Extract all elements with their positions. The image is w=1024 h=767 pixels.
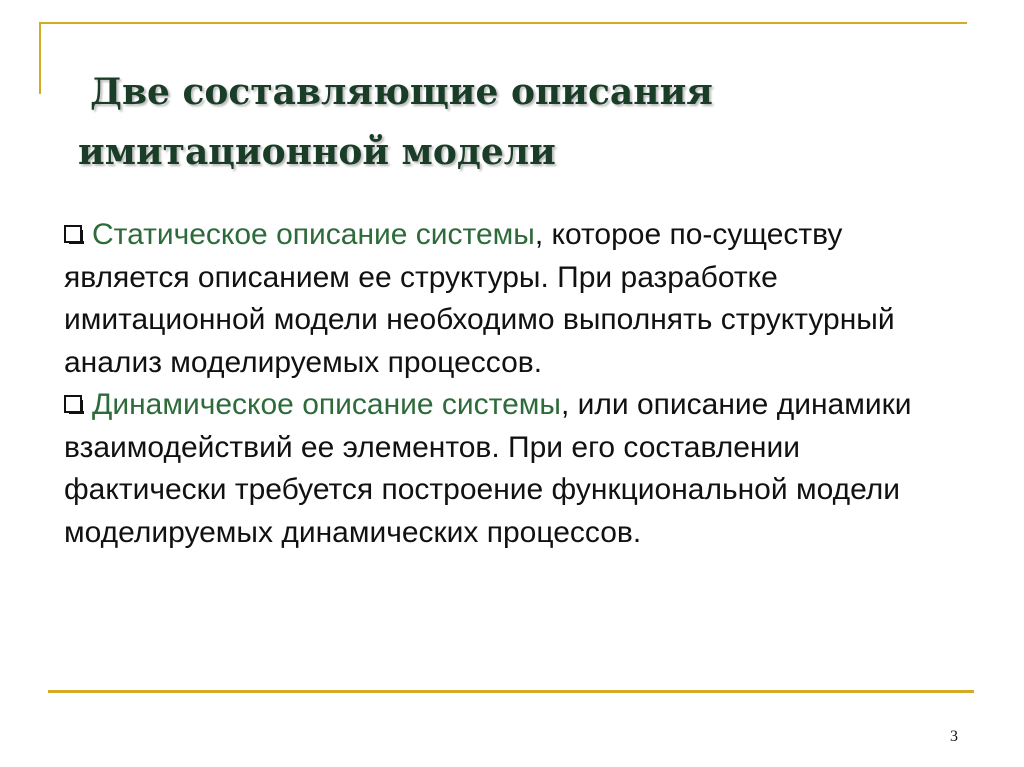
frame-top-line — [39, 22, 967, 24]
title-line-1: Две составляющие описания — [90, 71, 713, 113]
checkbox-square-icon — [64, 395, 82, 413]
bullet-text: , или описание динамики взаимодействий ее элементов. При его составлении фактически требуется построение функциональной модели моделируемых динамических процессов. — [64, 388, 912, 549]
bullet-dynamic-description — [64, 384, 964, 554]
checkbox-square-icon — [64, 225, 82, 243]
bullet-term: Статическое описание системы — [92, 218, 535, 251]
frame-bottom-line — [48, 690, 974, 693]
frame-left-line — [39, 22, 41, 94]
page-number: 3 — [950, 728, 958, 745]
bullet-static-description — [64, 214, 964, 384]
slide-content — [64, 214, 964, 554]
bullet-text: , которое по-существу является описанием ее структуры. При разработке имитационной модели необходимо выполнять структурный анализ моделируемых процессов. — [64, 218, 895, 379]
title-line-2: имитационной модели — [78, 131, 556, 173]
slide-title — [78, 62, 938, 182]
bullet-term: Динамическое описание системы — [92, 388, 561, 421]
